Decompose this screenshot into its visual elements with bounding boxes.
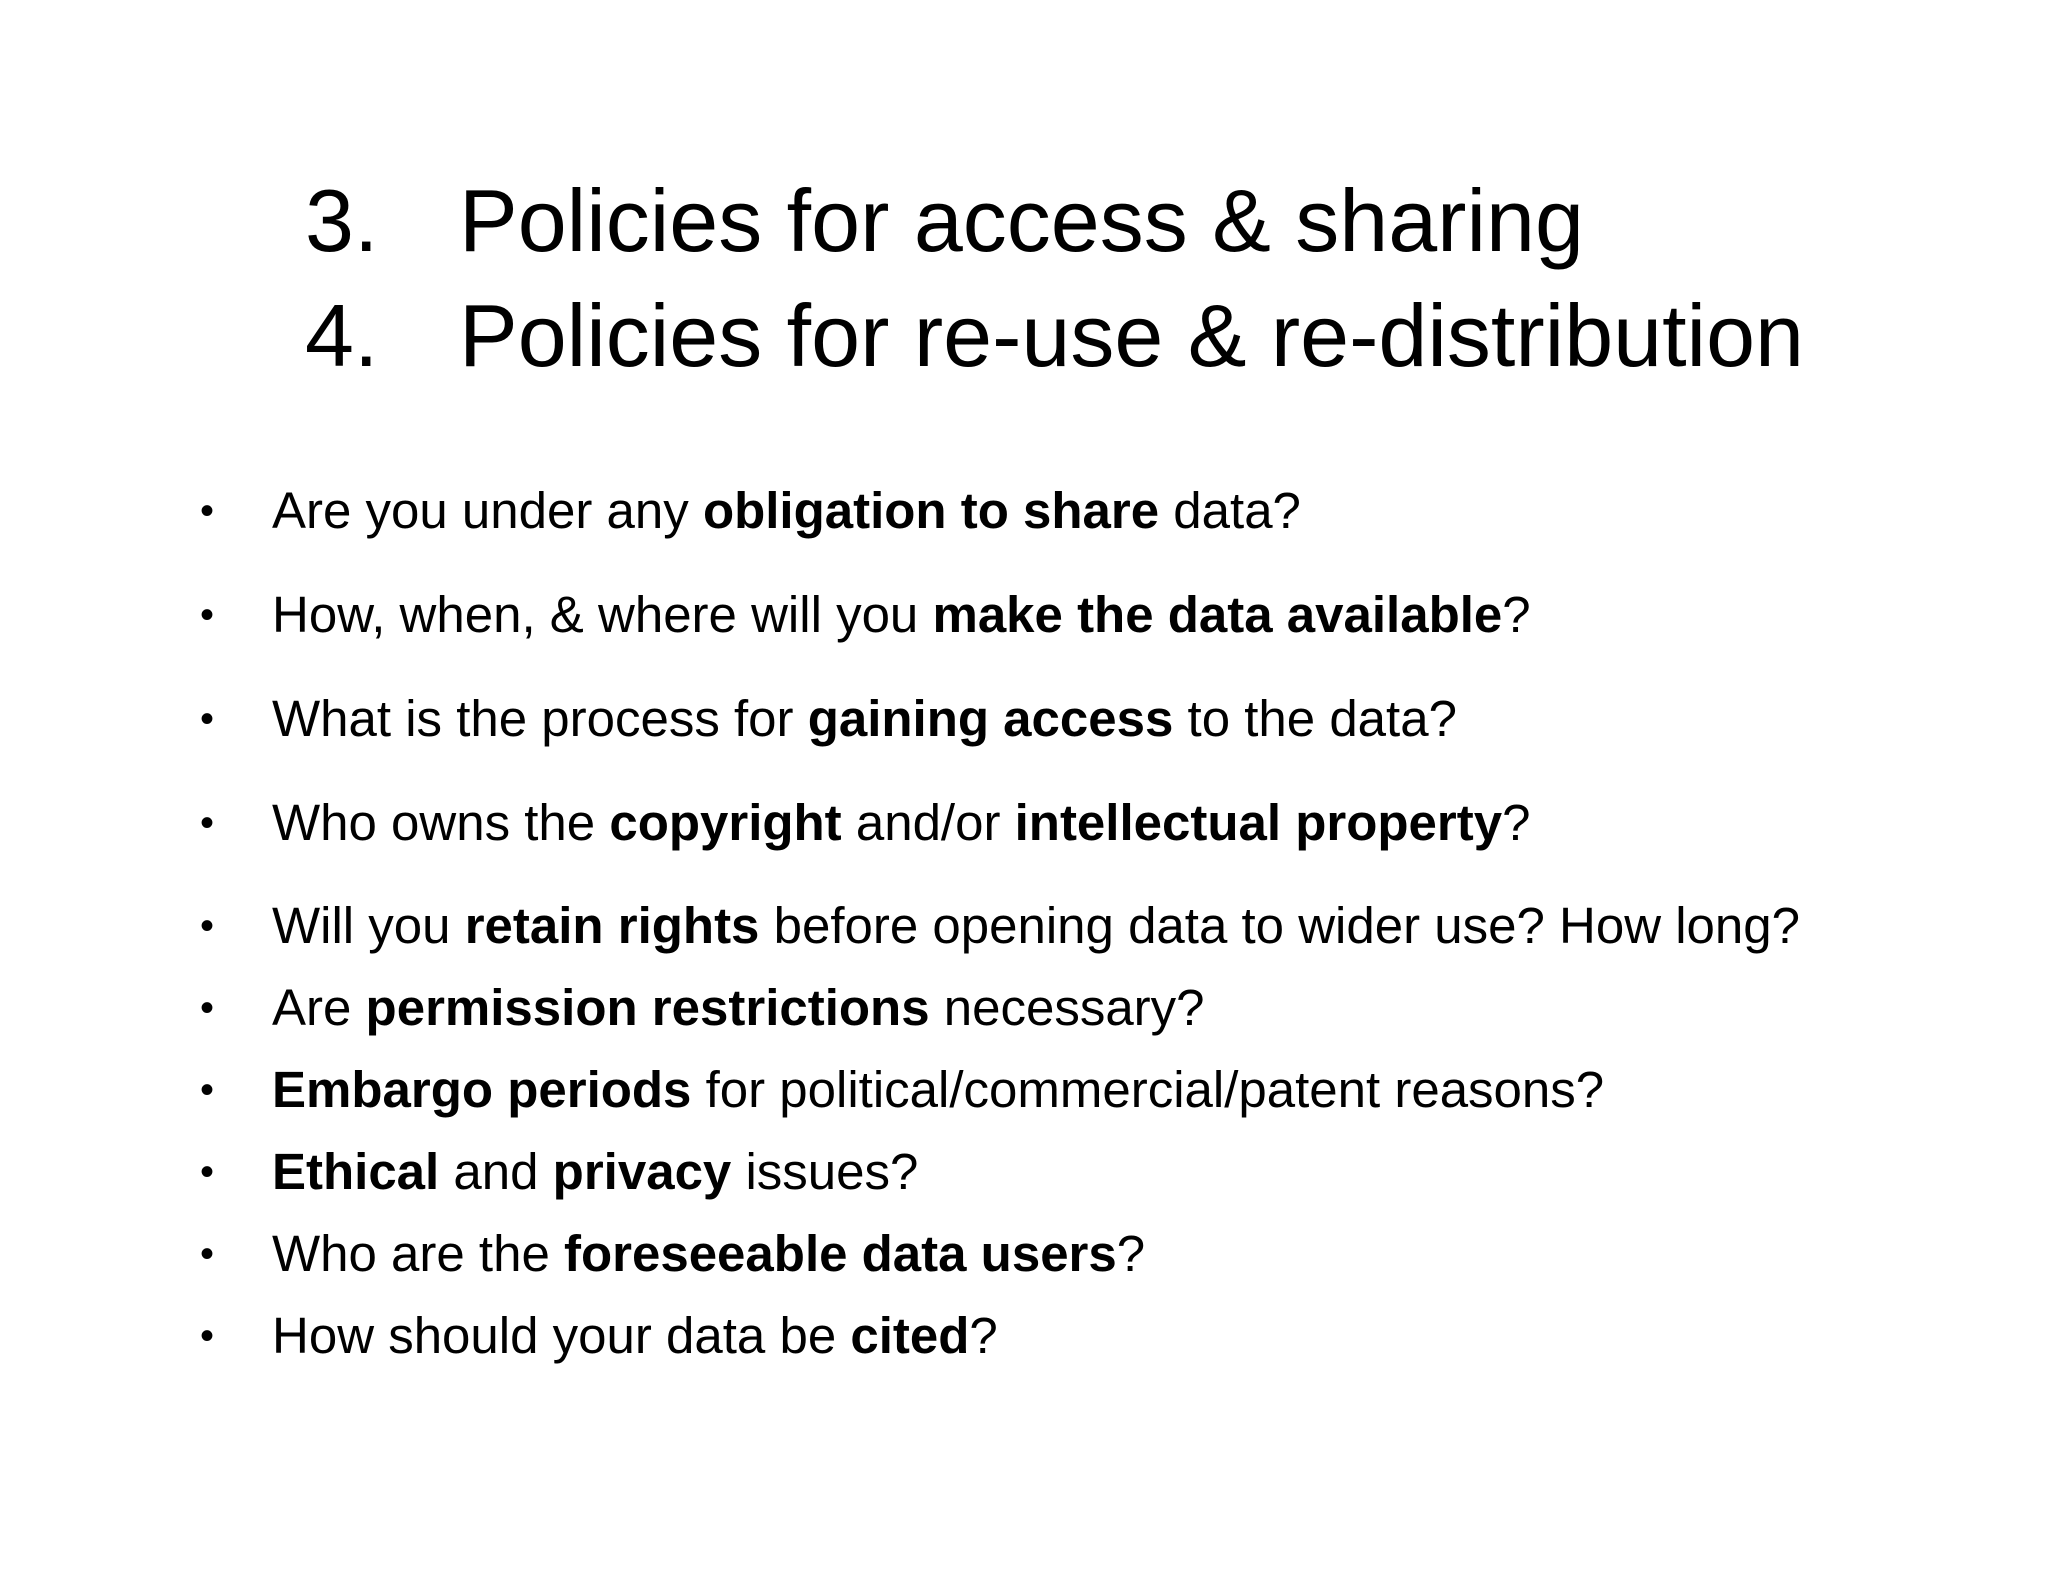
bullet-text-bold: privacy [552,1143,732,1200]
bullet-point-icon: • [200,697,215,741]
bullet-text-bold: permission restrictions [365,979,930,1036]
bullet-cited [200,1303,2000,1369]
bullet-text-part: ? [969,1307,998,1364]
bullet-text [272,686,1457,752]
bullet-text-part: Who owns the [272,794,610,851]
bullet-text [272,1057,1604,1123]
bullet-gaining-access [200,686,2000,752]
bullet-point-icon: • [200,904,215,948]
bullet-text-part: and [439,1143,553,1200]
bullet-text [272,1303,998,1369]
bullet-text-part: for political/commercial/patent reasons? [691,1061,1605,1118]
bullet-point-icon: • [200,1068,215,1112]
bullet-retain-rights [200,893,2000,959]
bullet-text [272,1221,1145,1287]
bullet-text [272,582,1531,648]
heading-text: Policies for access & sharing [459,171,1584,270]
bullet-embargo-periods [200,1057,2000,1123]
bullet-text-part: ? [1116,1225,1146,1282]
bullet-point-icon: • [200,801,215,845]
bullet-text-part: to the data? [1173,690,1457,747]
bullet-text-bold: retain rights [464,897,760,954]
bullet-text [272,1139,918,1205]
bullet-obligation-to-share [200,478,2000,544]
bullet-copyright [200,790,2000,856]
bullet-text-part: Will you [272,897,465,954]
bullet-point-icon: • [200,593,215,637]
bullet-text-part: ? [1502,586,1531,643]
bullet-text-part: How should your data be [272,1307,851,1364]
bullet-text-part: What is the process for [272,690,808,747]
bullet-text-bold: gaining access [807,690,1174,747]
bullet-text-part: data? [1159,482,1301,539]
bullet-text-bold: copyright [609,794,842,851]
bullet-text-part: ? [1502,794,1531,851]
heading-number: 4. [305,286,379,385]
bullet-text-part: Who are the [272,1225,564,1282]
bullet-text-part: Are you under any [272,482,703,539]
bullet-make-data-available [200,582,2000,648]
bullet-text-part: Are [272,979,366,1036]
bullet-permission-restrictions [200,975,2000,1041]
heading-item-3 [305,166,1905,276]
bullet-point-icon: • [200,1314,215,1358]
bullet-text [272,478,1301,544]
bullet-text-part: issues? [731,1143,919,1200]
bullet-text-part: and/or [841,794,1015,851]
heading-item-4 [305,281,1905,391]
bullet-text-bold: Ethical [272,1143,440,1200]
bullet-text-bold: make the data available [932,586,1503,643]
bullet-point-icon: • [200,489,215,533]
bullet-point-icon: • [200,986,215,1030]
heading-text: Policies for re-use & re-distribution [459,286,1804,385]
bullet-text-bold: obligation to share [702,482,1160,539]
bullet-foreseeable-users [200,1221,2000,1287]
bullet-text-part: before opening data to wider use? How long? [759,897,1800,954]
bullet-text-bold: foreseeable data users [563,1225,1117,1282]
bullet-ethical-privacy [200,1139,2000,1205]
bullet-text-part: How, when, & where will you [272,586,933,643]
bullet-text-bold: Embargo periods [272,1061,692,1118]
bullet-text-bold: cited [850,1307,970,1364]
bullet-text [272,975,1205,1041]
bullet-text-bold: intellectual property [1014,794,1503,851]
bullet-point-icon: • [200,1232,215,1276]
bullet-text-part: necessary? [929,979,1205,1036]
bullet-text [272,893,1800,959]
bullet-point-icon: • [200,1150,215,1194]
heading-number: 3. [305,171,379,270]
bullet-text [272,790,1530,856]
